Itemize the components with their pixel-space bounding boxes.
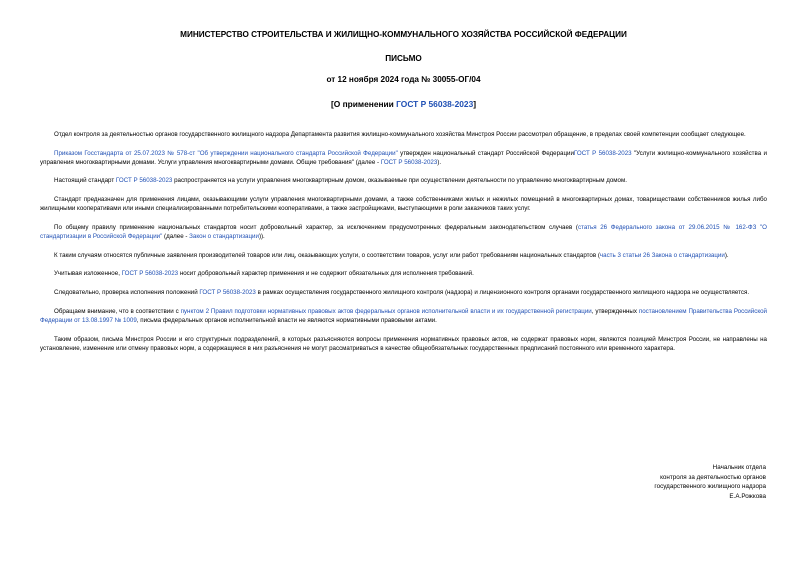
gost-link[interactable]: ГОСТ Р 56038-2023 xyxy=(380,158,438,166)
paragraph-order xyxy=(40,149,767,167)
signature-name: Е.А.Рожкова xyxy=(729,492,766,500)
gost-link[interactable]: ГОСТ Р 56038-2023 xyxy=(199,289,256,297)
signature-department-cont: государственного жилищного надзора xyxy=(654,483,766,491)
paragraph-purpose: Стандарт предназначен для применения лицами, оказывающими услуги управления многоквартирными домами, а также собственниками жилых и нежилых помещений в многоквартирных домах, товариществами собственников жилья либо жилищными кооперативами или иными специализированными потребительскими кооперативами, а также застройщиками, выступающими в роли заказчиков таких услуг. xyxy=(40,196,767,213)
paragraph-text: "Услуги жилищно-коммунального хозяйства и управления многоквартирными домами. Услуги управления многоквартирными домами. Общие требования" (далее - xyxy=(40,149,767,166)
rules-link[interactable]: пунктом 2 Правил подготовки нормативных правовых актов федеральных органов исполнительной власти и их государственной регистрации xyxy=(180,307,592,315)
signature-block xyxy=(654,463,766,501)
paragraph-text: носит добровольный характер применения и не содержит обязательных для исполнения требований. xyxy=(178,270,474,278)
subject-prefix: [О применении xyxy=(330,99,397,109)
law-article-link[interactable]: часть 3 статьи 26 Закона о стандартизации xyxy=(599,251,725,259)
gost-link[interactable]: ГОСТ Р 56038-2023 xyxy=(573,149,632,157)
paragraph-text: )). xyxy=(258,233,265,241)
paragraph-text: ). xyxy=(437,158,442,166)
paragraph-scope xyxy=(40,176,767,185)
signature-department: контроля за деятельностью органов xyxy=(660,473,766,481)
subject-suffix: ] xyxy=(473,99,477,109)
paragraph-text: ). xyxy=(724,251,729,259)
paragraph-text: К таким случаям относятся публичные заявления производителей товаров или лиц, оказывающих услуги, о соответствии товаров, услуг или работ требованиям национальных стандартов ( xyxy=(54,251,600,259)
signature-position: Начальник отдела xyxy=(712,464,766,471)
paragraph-text: Настоящий стандарт xyxy=(54,177,116,185)
paragraph-text: , письма федеральных органов исполнительной власти не являются нормативными правовыми актами. xyxy=(136,316,437,324)
gost-link[interactable]: ГОСТ Р 56038-2023 xyxy=(115,177,173,185)
government-decree-link[interactable]: постановлением Правительства Российской Федерации от 13.08.1997 № 1009 xyxy=(40,307,767,324)
paragraph-text: Учитывая изложенное, xyxy=(54,270,122,278)
paragraph-cases xyxy=(40,251,767,260)
paragraph-text: в рамках осуществления государственного жилищного контроля (надзора) и лицензионного контроля органами государственного жилищного надзора не осуществляется. xyxy=(255,289,750,297)
ministry-heading: МИНИСТЕРСТВО СТРОИТЕЛЬСТВА И ЖИЛИЩНО-КОММУНАЛЬНОГО ХОЗЯЙСТВА РОССИЙСКОЙ ФЕДЕРАЦИИ xyxy=(180,30,627,39)
document-date-number: от 12 ноября 2024 года № 30055-ОГ/04 xyxy=(326,75,481,84)
standardization-law-link[interactable]: Закон о стандартизации xyxy=(189,233,259,241)
subject-gost-link[interactable]: ГОСТ Р 56038-2023 xyxy=(396,99,474,109)
paragraph-intro: Отдел контроля за деятельностью органов государственного жилищного надзора Департамента развития жилищно-коммунального хозяйства Минстроя России рассмотрел обращение, в пределах своей компетенции сообщает следующее. xyxy=(54,131,746,138)
paragraph-text: Следовательно, проверка исполнения положений xyxy=(54,289,200,297)
paragraph-text: утвержден национальный стандарт Российской Федерации xyxy=(397,149,574,157)
document-subject xyxy=(40,99,767,109)
paragraph-text: , утвержденных xyxy=(591,307,639,315)
paragraph-conclusion xyxy=(40,269,767,278)
gost-link[interactable]: ГОСТ Р 56038-2023 xyxy=(121,270,179,278)
paragraph-final: Таким образом, письма Минстроя России и его структурных подразделений, в которых разъясняются вопросы применения нормативных правовых актов, не содержат правовых норм, являются позицией Минстроя России, не направлены на установление, изменение или отмену правовых норм, а содержащиеся в них разъяснения не могут рассматриваться в качестве общеобязательных государственных предписаний постоянного или временного характера. xyxy=(40,335,767,352)
paragraph-text: По общему правилу применение национальных стандартов носит добровольный характер, за исключением предусмотренных федеральным законодательством случаев ( xyxy=(54,223,578,231)
paragraph-text: (далее - xyxy=(162,233,190,241)
paragraph-voluntary xyxy=(40,223,767,241)
order-link[interactable]: Приказом Госстандарта от 25.07.2023 № 578-ст "Об утверждении национального стандарта Российской Федерации" xyxy=(54,149,398,157)
paragraph-attention xyxy=(40,307,767,325)
letter-body xyxy=(40,130,767,353)
paragraph-text: Обращаем внимание, что в соответствии с xyxy=(54,307,181,315)
federal-law-link[interactable]: статья 26 Федерального закона от 29.06.2015 № 162-ФЗ "О стандартизации в Российской Федерации" xyxy=(40,223,767,241)
paragraph-text: распространяется на услуги управления многоквартирным домом, оказываемые при осуществлении деятельности по управлению многоквартирным домом. xyxy=(172,177,627,185)
document-type: ПИСЬМО xyxy=(385,54,422,63)
paragraph-inspection xyxy=(40,288,767,297)
